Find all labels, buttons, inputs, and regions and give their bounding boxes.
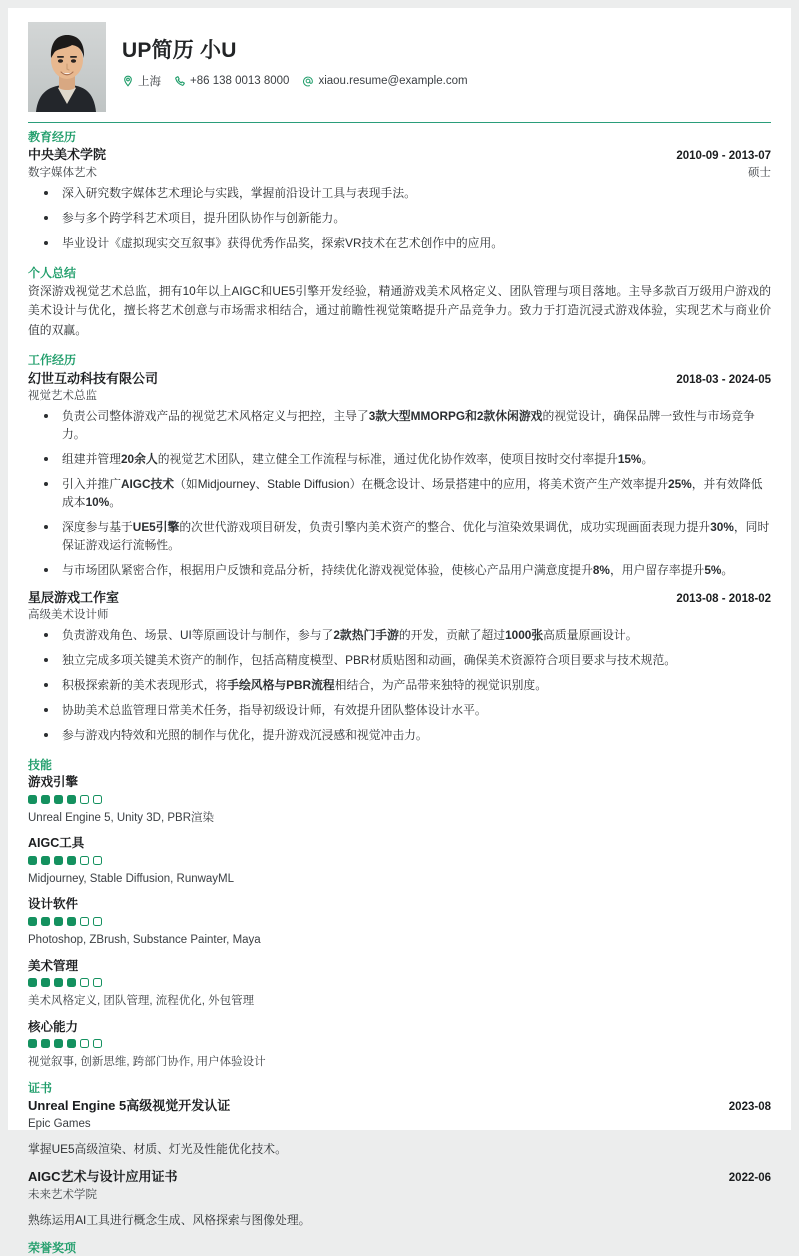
skill-dot-filled	[41, 856, 50, 865]
skill-dot-empty	[80, 1039, 89, 1048]
skills-list	[28, 774, 771, 1071]
work-entry-head	[28, 370, 771, 389]
skill-dot-filled	[41, 795, 50, 804]
skill-level-meter	[28, 917, 771, 926]
work-role: 高级美术设计师	[28, 609, 109, 622]
certificate-description: 掌握UE5高级渲染、材质、灯光及性能优化技术。	[28, 1141, 287, 1156]
candidate-name: UP简历 小U	[122, 39, 237, 62]
header-divider	[28, 122, 771, 123]
skill-items: Midjourney, Stable Diffusion, RunwayML	[28, 872, 235, 885]
work-bullets	[28, 408, 771, 579]
bullet-item: 独立完成多项关键美术资产的制作，包括高精度模型、PBR材质贴图和动画，确保美术资源符合项目要求与技术规范。	[28, 652, 771, 670]
education-school: 中央美术学院	[28, 147, 107, 163]
location-pin-icon	[122, 75, 134, 87]
education-bullets	[28, 185, 771, 253]
work-role: 视觉艺术总监	[28, 390, 97, 403]
bullet-item: 负责游戏角色、场景、UI等原画设计与制作，参与了2款热门手游的开发，贡献了超过1000张高质量原画设计。	[28, 627, 771, 645]
bullet-item: 毕业设计《虚拟现实交互叙事》获得优秀作品奖，探索VR技术在艺术创作中的应用。	[28, 235, 771, 253]
section-title-summary: 个人总结	[28, 265, 77, 280]
certificate-issuer: Epic Games	[28, 1117, 91, 1130]
certificate-date: 2023-08	[728, 1101, 771, 1114]
spacer	[28, 747, 771, 757]
email-at-icon	[302, 75, 314, 87]
work-entry	[28, 370, 771, 580]
skill-name: 游戏引擎	[28, 775, 79, 790]
work-bullets	[28, 627, 771, 745]
section-title-education: 教育经历	[28, 130, 77, 144]
section-title-work: 工作经历	[28, 353, 77, 368]
certificate-head	[28, 1097, 771, 1116]
skill-name: AIGC工具	[28, 836, 85, 851]
skill-entry	[28, 835, 771, 887]
skill-dot-empty	[80, 978, 89, 987]
spacer	[28, 342, 771, 352]
education-entry-head	[28, 146, 771, 165]
avatar	[28, 22, 106, 112]
work-date: 2013-08 - 2018-02	[676, 592, 771, 605]
contact-location-text: 上海	[138, 76, 161, 89]
skill-name: 美术管理	[28, 958, 79, 973]
skill-dot-filled	[54, 856, 63, 865]
contact-phone-text: +86 138 0013 8000	[190, 75, 290, 88]
skill-entry	[28, 1019, 771, 1071]
section-summary	[28, 265, 771, 341]
section-work	[28, 352, 771, 744]
skill-items: Unreal Engine 5, Unity 3D, PBR渲染	[28, 811, 214, 824]
certificate-entry	[28, 1168, 771, 1229]
skill-items: 视觉叙事, 创新思维, 跨部门协作, 用户体验设计	[28, 1056, 266, 1069]
skill-dot-filled	[41, 1039, 50, 1048]
skill-items: Photoshop, ZBrush, Substance Painter, Maya	[28, 933, 261, 946]
section-education	[28, 129, 771, 253]
skill-level-meter	[28, 795, 771, 804]
skill-dot-empty	[93, 978, 102, 987]
section-certificates	[28, 1080, 771, 1230]
skill-dot-filled	[41, 978, 50, 987]
skill-dot-filled	[54, 1039, 63, 1048]
bullet-item: 积极探索新的美术表现形式，将手绘风格与PBR流程相结合，为产品带来独特的视觉识别度。	[28, 677, 771, 695]
skill-dot-filled	[54, 978, 63, 987]
section-title-awards: 荣誉奖项	[28, 1240, 77, 1255]
skill-entry	[28, 896, 771, 948]
certificate-name: Unreal Engine 5高级视觉开发认证	[28, 1098, 231, 1114]
skill-dot-filled	[67, 917, 76, 926]
bullet-item: 协助美术总监管理日常美术任务，指导初级设计师，有效提升团队整体设计水平。	[28, 702, 771, 720]
skill-dot-filled	[54, 795, 63, 804]
section-title-certificates: 证书	[28, 1080, 53, 1095]
skill-dot-empty	[80, 795, 89, 804]
skill-dot-filled	[67, 856, 76, 865]
contact-email	[302, 75, 467, 87]
bullet-item: 与市场团队紧密合作，根据用户反馈和竞品分析，持续优化游戏视觉体验，使核心产品用户满意度提升8%，用户留存率提升5%。	[28, 562, 771, 580]
skill-dot-empty	[80, 917, 89, 926]
section-title-skills: 技能	[28, 757, 53, 772]
bullet-item: 组建并管理20余人的视觉艺术团队，建立健全工作流程与标准，通过优化协作效率，使项目按时交付率提升15%。	[28, 451, 771, 469]
skill-dot-filled	[54, 917, 63, 926]
certificate-date: 2022-06	[728, 1172, 771, 1185]
skill-items: 美术风格定义, 团队管理, 流程优化, 外包管理	[28, 995, 255, 1008]
skill-level-meter	[28, 1039, 771, 1048]
work-entry	[28, 589, 771, 745]
education-degree: 硕士	[748, 166, 771, 179]
skill-name: 核心能力	[28, 1019, 79, 1034]
skill-entry	[28, 774, 771, 826]
summary-text: 资深游戏视觉艺术总监，拥有10年以上AIGC和UE5引擎开发经验，精通游戏美术风格定义、团队管理与项目落地。主导多款百万级用户游戏的美术设计与优化，擅长将艺术创意与市场需求相结合，通过前瞻性视觉策略提升产品竞争力。致力于打造沉浸式游戏体验，实现艺术与商业价值的双赢。	[28, 283, 771, 337]
bullet-item: 负责公司整体游戏产品的视觉艺术风格定义与把控，主导了3款大型MMORPG和2款休闲游戏的视觉设计，确保品牌一致性与市场竞争力。	[28, 408, 771, 444]
work-company: 幻世互动科技有限公司	[28, 370, 159, 386]
skill-level-meter	[28, 856, 771, 865]
bullet-item: 深度参与基于UE5引擎的次世代游戏项目研发，负责引擎内美术资产的整合、优化与渲染效果调优，成功实现画面表现力提升30%，同时保证游戏运行流畅性。	[28, 519, 771, 555]
contact-phone	[174, 75, 289, 87]
bullet-item: 参与游戏内特效和光照的制作与优化，提升游戏沉浸感和视觉冲击力。	[28, 727, 771, 745]
work-date: 2018-03 - 2024-05	[676, 373, 771, 386]
certificate-name: AIGC艺术与设计应用证书	[28, 1169, 178, 1185]
education-entry-sub	[28, 165, 771, 181]
skill-dot-empty	[93, 856, 102, 865]
skill-dot-filled	[67, 795, 76, 804]
skill-dot-filled	[67, 978, 76, 987]
skill-dot-filled	[28, 917, 37, 926]
work-company: 星辰游戏工作室	[28, 589, 120, 605]
bullet-item: 参与多个跨学科艺术项目，提升团队协作与创新能力。	[28, 210, 771, 228]
contact-location	[122, 73, 161, 89]
skill-name: 设计软件	[28, 897, 79, 912]
contact-email-text: xiaou.resume@example.com	[318, 75, 468, 88]
skill-dot-empty	[93, 1039, 102, 1048]
skill-dot-filled	[28, 856, 37, 865]
work-entry-head	[28, 589, 771, 608]
resume-header	[28, 22, 771, 118]
phone-icon	[174, 75, 186, 87]
education-entry	[28, 146, 771, 252]
skill-dot-empty	[93, 917, 102, 926]
skill-dot-filled	[41, 917, 50, 926]
skill-dot-filled	[28, 1039, 37, 1048]
education-date: 2010-09 - 2013-07	[676, 150, 771, 163]
skill-entry	[28, 958, 771, 1010]
section-skills	[28, 757, 771, 1071]
skill-dot-filled	[28, 978, 37, 987]
header-text-block	[122, 22, 771, 89]
bullet-item: 深入研究数字媒体艺术理论与实践，掌握前沿设计工具与表现手法。	[28, 185, 771, 203]
skill-dot-empty	[80, 856, 89, 865]
bullet-item: 引入并推广AIGC技术（如Midjourney、Stable Diffusion）在概念设计、场景搭建中的应用，将美术资产生产效率提升25%，并有效降低成本10%。	[28, 476, 771, 512]
resume-page	[8, 8, 791, 1255]
spacer	[28, 255, 771, 265]
section-awards	[28, 1240, 771, 1256]
certificate-entry	[28, 1097, 771, 1158]
skill-dot-filled	[67, 1039, 76, 1048]
skill-level-meter	[28, 978, 771, 987]
education-major: 数字媒体艺术	[28, 166, 97, 179]
skill-dot-filled	[28, 795, 37, 804]
spacer	[28, 582, 771, 589]
certificate-head	[28, 1168, 771, 1187]
certificate-description: 熟练运用AI工具进行概念生成、风格探索与图像处理。	[28, 1213, 311, 1228]
contact-list	[122, 73, 771, 89]
certificate-issuer: 未来艺术学院	[28, 1188, 97, 1201]
skill-dot-empty	[93, 795, 102, 804]
